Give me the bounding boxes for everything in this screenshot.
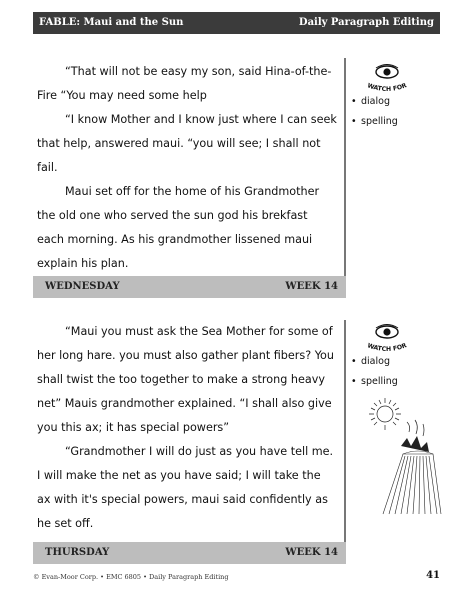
eye-icon <box>359 322 415 352</box>
watch-for-label: WATCH FOR <box>366 342 408 352</box>
watch-for-list <box>351 356 441 396</box>
thursday-section <box>33 316 440 564</box>
page-number: 41 <box>426 570 440 581</box>
sun-volcano-illustration <box>363 396 443 526</box>
page-footer <box>33 570 440 584</box>
section-divider <box>344 320 346 546</box>
svg-text:WATCH FOR <box>366 82 408 92</box>
list-item: • spelling <box>351 116 398 127</box>
wednesday-section <box>33 34 440 300</box>
svg-text:WATCH FOR <box>366 342 408 352</box>
section-divider <box>344 58 346 294</box>
day-bar <box>33 276 346 298</box>
paragraph: “That will not be easy my son, said Hina-of-the-Fire “You may need some help <box>37 65 332 102</box>
list-item: • dialog <box>351 356 390 367</box>
copyright-text: © Evan-Moor Corp. • EMC 6805 • Daily Paragraph Editing <box>33 573 229 581</box>
story-text <box>37 60 337 276</box>
fable-title: FABLE: Maui and the Sun <box>39 17 184 28</box>
eye-icon <box>359 62 415 92</box>
series-title: Daily Paragraph Editing <box>298 17 434 28</box>
day-bar <box>33 542 346 564</box>
watch-for-list <box>351 96 441 136</box>
paragraph: “I know Mother and I know just where I can seek that help, answered maui. “you will see; I shall not fail. <box>37 113 337 174</box>
watch-for-label: WATCH FOR <box>366 82 408 92</box>
list-item: • dialog <box>351 96 390 107</box>
day-label: THURSDAY <box>45 547 110 558</box>
week-label: WEEK 14 <box>285 281 338 292</box>
paragraph: Maui set off for the home of his Grandmother the old one who served the sun god his brekfast each morning. As his grandmother lissened maui explain his plan. <box>37 185 320 270</box>
week-label: WEEK 14 <box>285 547 338 558</box>
header-bar <box>33 12 440 34</box>
paragraph: “Grandmother I will do just as you have tell me. I will make the net as you have said; I will take the ax with it's special powers, maui said confidently as he set off. <box>37 445 334 530</box>
paragraph: “Maui you must ask the Sea Mother for some of her long hare. you must also gather plant fibers? You shall twist the too together to make a strong heavy net” Mauis grandmother explained. “I shall also give you this ax; it has special powers” <box>37 325 334 434</box>
day-label: WEDNESDAY <box>45 281 120 292</box>
story-text <box>37 320 337 536</box>
list-item: • spelling <box>351 376 398 387</box>
